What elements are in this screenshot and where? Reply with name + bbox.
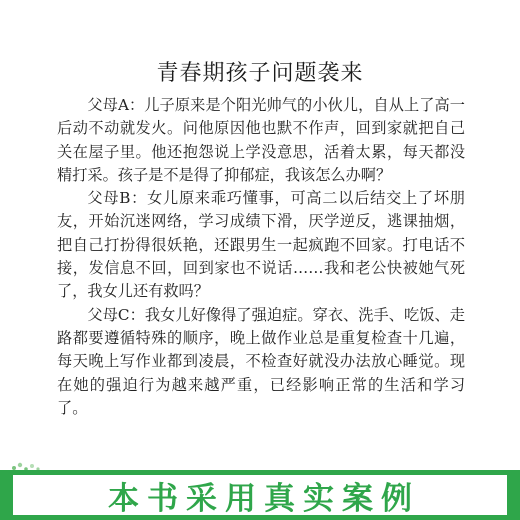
banner-text: 本书采用真实案例 [108, 480, 420, 517]
paragraph-parent-c: 父母C：我女儿好像得了强迫症。穿衣、洗手、吃饭、走路都要遵循特殊的顺序，晚上做作业总是重复检查十几遍，每天晚上写作业都到凌晨，不检查好就没办法放心睡觉。现在她的强迫行为越来越严重，已经影响正常的生活和学习了。 [57, 305, 465, 417]
paragraph-parent-b: 父母B：女儿原来乖巧懂事，可高二以后结交上了坏朋友，开始沉迷网络，学习成绩下滑，厌学逆反，逃课抽烟，把自己打扮得很妖艳，还跟男生一起疯跑不回家。打电话不接，发信息不回，回到家也不说话……我和老公快被她气死了，我女儿还有救吗？ [57, 189, 465, 301]
case-banner-inner [13, 475, 507, 515]
page-title: 青春期孩子问题袭来 [156, 61, 364, 86]
case-banner [0, 470, 520, 520]
paragraph-parent-a: 父母A：儿子原来是个阳光帅气的小伙儿，自从上了高一后动不动就发火。问他原因他也默不作声，回到家就把自己关在屋子里。他还抱怨说上学没意思，活着太累，每天都没精打采。孩子是不是得了抑郁症，我该怎么办啊？ [57, 96, 465, 184]
body-text [57, 94, 465, 420]
